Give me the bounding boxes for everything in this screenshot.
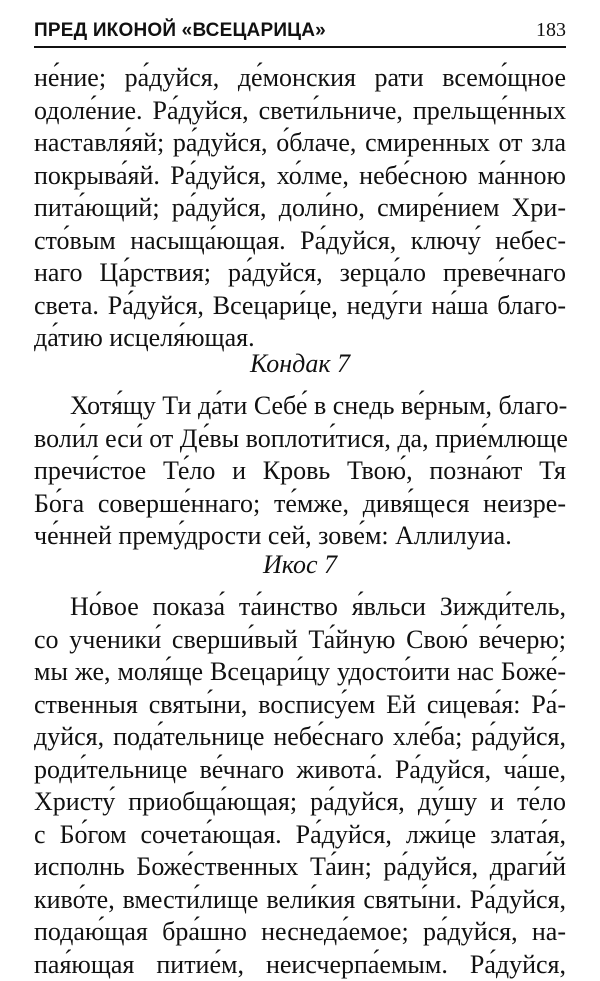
text-line: сто́вым насыща́ющая. Ра́дуйся, ключу́ небес- — [34, 225, 566, 258]
ikos7-body — [34, 591, 566, 981]
kondak7-heading: Кондак 7 — [34, 349, 566, 379]
text-line: Христу́ приобща́ющая; ра́дуйся, ду́шу и те́ло — [34, 786, 566, 819]
text-line: дуйся, пода́тельнице небе́снаго хле́ба; ра́дуйся, — [34, 721, 566, 754]
text-line: покрыва́яй. Ра́дуйся, хо́лме, небе́сною ма́нною — [34, 160, 566, 193]
text-line: воли́л еси́ от Де́вы воплоти́тися, да, прие́млюще — [34, 423, 566, 456]
kondak7-body — [34, 390, 566, 553]
text-line: света. Ра́дуйся, Всецари́це, неду́ги на́ша благо- — [34, 290, 566, 323]
text-line: Но́вое показа́ та́инство я́вльси Зижди́тель, — [34, 591, 566, 624]
ikos7-heading: Икос 7 — [34, 550, 566, 580]
text-line: киво́те, вмести́лище вели́кия святы́ни. Ра́дуйся, — [34, 884, 566, 917]
text-line: Хотя́щу Ти да́ти Себе́ в снедь ве́рным, благо- — [34, 390, 566, 423]
page-number: 183 — [536, 19, 566, 42]
text-line: да́тию исцеля́ющая. — [34, 322, 566, 355]
text-line: мы же, моля́ще Всецари́цу удосто́ити нас Боже́- — [34, 656, 566, 689]
text-line: Бо́га соверше́ннаго; те́мже, дивя́щеся неизре- — [34, 488, 566, 521]
text-line: пречи́стое Те́ло и Кровь Твою́, позна́ют Тя — [34, 455, 566, 488]
text-line: роди́тельнице ве́чнаго живота́. Ра́дуйся, ча́ше, — [34, 754, 566, 787]
book-page — [34, 0, 566, 976]
text-line: исполнь Боже́ственных Та́ин; ра́дуйся, драги́й — [34, 851, 566, 884]
text-line: наго Ца́рствия; ра́дуйся, зерца́ло преве́чнаго — [34, 257, 566, 290]
text-line: со ученики́ сверши́вый Та́йную Свою́ ве́черю; — [34, 624, 566, 657]
text-line: пая́ющая питие́м, неисчерпа́емым. Ра́дуйся, — [34, 949, 566, 981]
text-line: подаю́щая бра́шно неснеда́емое; ра́дуйся, на- — [34, 916, 566, 949]
text-line: наставля́яй; ра́дуйся, о́блаче, смиренных от зла — [34, 127, 566, 160]
ikos6-continuation — [34, 62, 566, 355]
text-line: пита́ющий; ра́дуйся, доли́но, смире́нием Хри- — [34, 192, 566, 225]
text-line: ственныя святы́ни, воспису́ем Ей сицева́я: Ра́- — [34, 689, 566, 722]
text-line: с Бо́гом сочета́ющая. Ра́дуйся, лжи́це злата́я, — [34, 819, 566, 852]
text-line: одоле́ние. Ра́дуйся, свети́льниче, прельще́нных — [34, 95, 566, 128]
text-line: не́ние; ра́дуйся, де́монския рати всемо́щное — [34, 62, 566, 95]
running-title: ПРЕД ИКОНОЙ «ВСЕЦАРИЦА» — [34, 20, 326, 42]
running-head — [34, 16, 566, 48]
text-line: че́нней прему́дрости сей, зове́м: Аллилуиа. — [34, 520, 566, 553]
